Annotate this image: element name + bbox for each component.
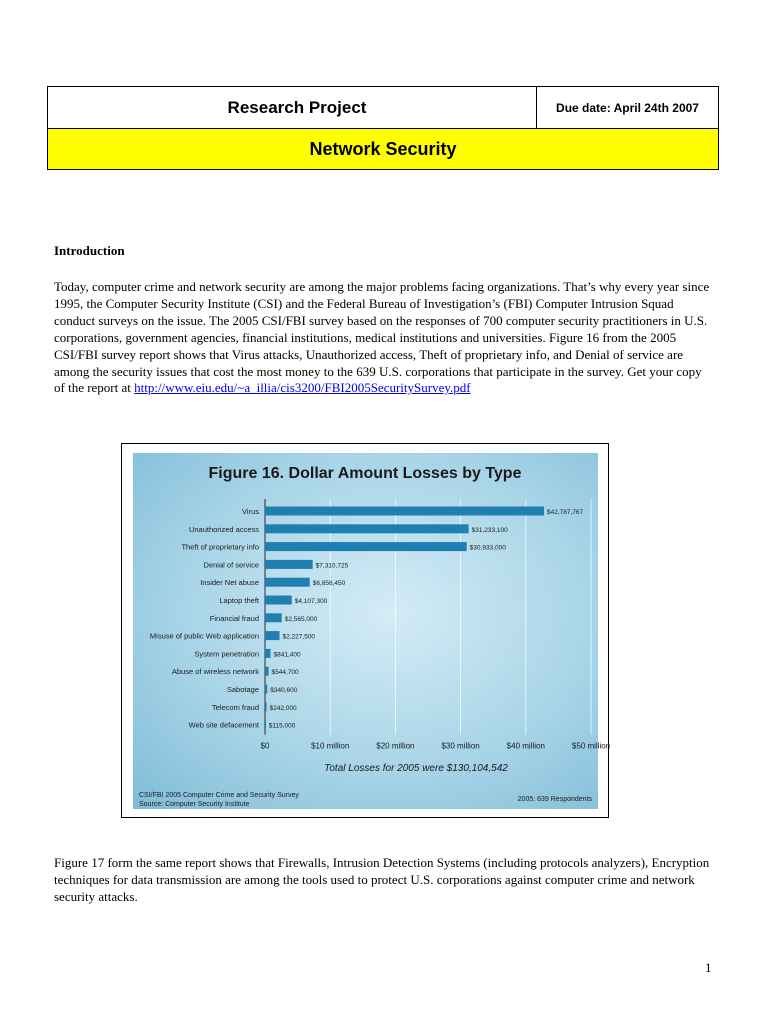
category-label: System penetration [194, 649, 259, 659]
category-label: Insider Net abuse [200, 578, 259, 588]
category-label: Financial fraud [209, 613, 259, 623]
value-label: $2,227,500 [282, 633, 316, 641]
source-line-2: Source: Computer Security Institute [139, 801, 250, 808]
intro-text: Today, computer crime and network security are among the major problems facing organizations. That’s why every year since 1995, the Computer Security Institute (CSI) and the Federal Bureau of Investigation’s (FBI) Computer Intrusion Squad conduct surveys on the issue. The 2005 CSI/FBI survey based on the responses of 700 computer security practitioners in U.S. corporations, government agencies, financial institutions, medical institutions and universities. Figure 16 from the 2005 CSI/FBI survey report shows that Virus attacks, Unauthorized access, Theft of proprietary info, and Denial of service are among the security issues that cost the most money to the 639 U.S. corporations that participate in the survey. Get your copy of the report at [54, 279, 710, 396]
bar [265, 631, 280, 640]
value-label: $242,000 [269, 704, 297, 712]
header-table [47, 86, 719, 170]
category-label: Telecom fraud [211, 702, 259, 712]
category-label: Sabotage [226, 685, 259, 694]
category-labels [150, 507, 260, 730]
bar [265, 524, 469, 533]
topic-banner: Network Security [48, 129, 718, 169]
value-label: $31,233,100 [471, 526, 508, 534]
figure-16 [121, 443, 609, 818]
bar [265, 649, 270, 658]
value-label: $2,565,000 [284, 615, 318, 623]
x-tick-label: $50 million [571, 741, 611, 751]
total-losses-label: Total Losses for 2005 were $130,104,542 [324, 763, 508, 774]
category-label: Theft of proprietary info [181, 542, 259, 552]
bar [265, 507, 544, 516]
bar [265, 542, 467, 551]
source-line-1: CSI/FBI 2005 Computer Crime and Security Survey [139, 792, 299, 799]
category-label: Laptop theft [219, 596, 259, 605]
intro-paragraph [54, 279, 714, 397]
value-label: $841,400 [273, 651, 301, 659]
category-label: Abuse of wireless network [171, 667, 259, 677]
value-label: $4,107,300 [294, 598, 328, 605]
x-tick-label: $0 [260, 741, 270, 751]
category-label: Virus [242, 507, 259, 516]
page-number: 1 [705, 960, 712, 975]
x-tick-label: $20 million [376, 741, 415, 751]
category-label: Misuse of public Web application [149, 631, 259, 641]
header-row [48, 87, 718, 129]
bar [265, 720, 266, 729]
bar [265, 578, 310, 587]
value-label: $6,856,450 [312, 580, 346, 588]
intro-heading: Introduction [54, 243, 125, 258]
category-label: Web site defacement [188, 720, 259, 730]
x-tick-label: $40 million [506, 741, 545, 751]
value-label: $340,600 [270, 687, 298, 694]
value-labels [269, 509, 584, 730]
chart-panel [133, 453, 611, 809]
bar [265, 560, 313, 569]
value-label: $7,310,725 [315, 562, 349, 570]
respondents-label: 2005: 639 Respondents [517, 796, 592, 803]
bar [265, 685, 267, 694]
x-tick-label: $10 million [311, 741, 350, 751]
x-tick-labels [261, 742, 611, 751]
report-link[interactable]: http://www.eiu.edu/~a_illia/cis3200/FBI2005SecuritySurvey.pdf [134, 380, 471, 396]
value-label: $42,787,767 [546, 509, 584, 516]
bar [265, 667, 269, 676]
category-label: Denial of service [203, 560, 259, 570]
value-label: $30,933,000 [469, 544, 506, 552]
bar-chart [133, 453, 611, 809]
category-label: Unauthorized access [188, 524, 259, 534]
bar [265, 596, 292, 605]
due-date: Due date: April 24th 2007 [556, 100, 699, 115]
value-label: $544,700 [271, 669, 299, 677]
bar [265, 702, 267, 711]
project-title: Research Project [48, 87, 537, 128]
bar [265, 613, 282, 622]
chart-title: Figure 16. Dollar Amount Losses by Type [208, 465, 522, 482]
value-label: $115,000 [268, 722, 296, 730]
x-tick-label: $30 million [441, 741, 480, 751]
figure-17-paragraph: Figure 17 form the same report shows that Firewalls, Intrusion Detection Systems (including protocols analyzers), Encryption techniques for data transmission are among the tools used to protect U.S. corporations against computer crime and network security attacks. [54, 855, 710, 904]
